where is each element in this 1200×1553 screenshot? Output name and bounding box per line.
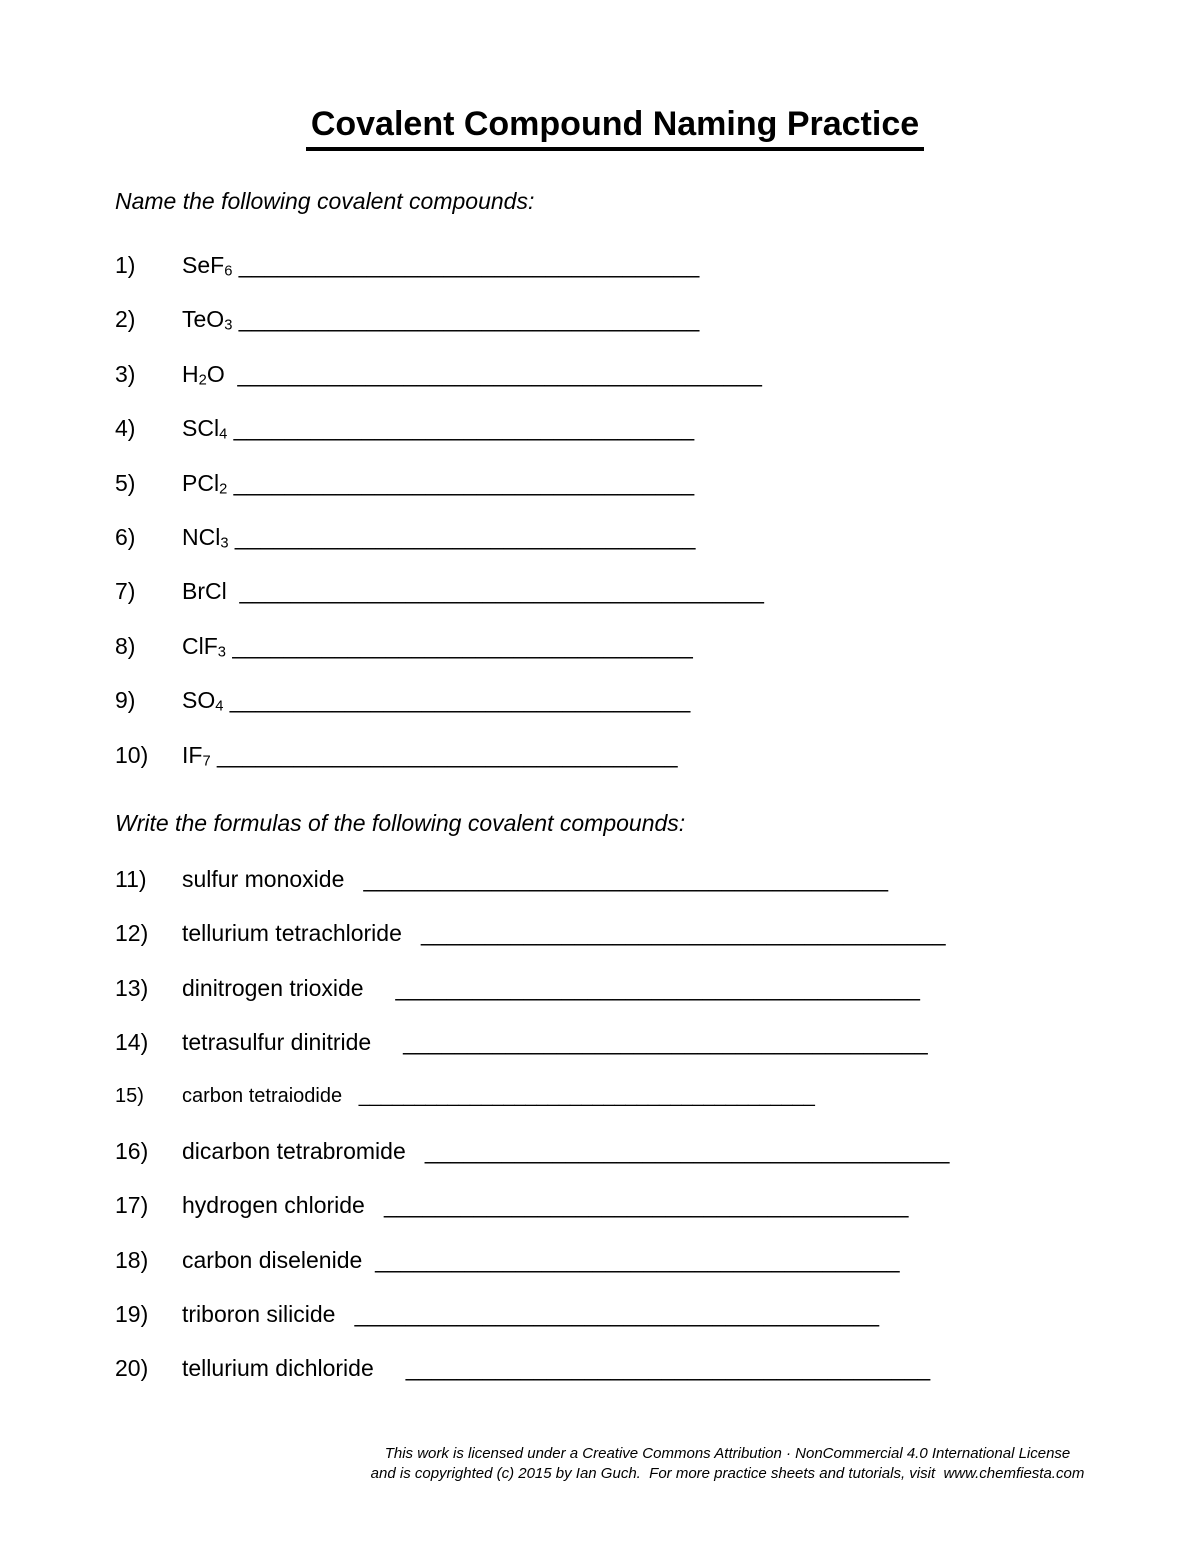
question-row <box>115 523 1115 577</box>
answer-blank: _________________________________________ <box>405 1137 950 1164</box>
compound-formula: IF7 <box>182 741 211 770</box>
footer-line-1: This work is licensed under a Creative Commons Attribution · NonCommercial 4.0 International License <box>384 1445 1071 1462</box>
formula-subscript: 4 <box>215 698 224 715</box>
question-number: 17) <box>115 1192 149 1219</box>
question-row <box>115 1354 1115 1408</box>
question-row <box>115 1137 1115 1191</box>
compound-name: tellurium tetrachloride <box>182 920 402 947</box>
question-number: 14) <box>115 1029 149 1056</box>
answer-blank: _________________________________________ <box>364 1192 909 1219</box>
compound-formula: H2O <box>182 360 225 389</box>
answer-blank: ____________________________________ <box>232 306 700 333</box>
answer-blank: _________________________________________ <box>342 1085 815 1108</box>
answer-blank: _________________________________________ <box>344 865 888 892</box>
question-row <box>115 1191 1115 1245</box>
compound-name: tetrasulfur dinitride <box>182 1029 372 1056</box>
question-row <box>115 360 1115 414</box>
compound-name: dinitrogen trioxide <box>182 974 364 1001</box>
compound-name: dicarbon tetrabromide <box>182 1137 406 1164</box>
compound-formula: PCl2 <box>182 469 228 498</box>
question-row <box>115 305 1115 359</box>
formula-subscript: 6 <box>224 263 233 280</box>
compound-name: carbon diselenide <box>182 1246 363 1273</box>
answer-blank: ____________________________________ <box>227 469 695 496</box>
compound-formula: BrCl <box>182 578 227 605</box>
question-number: 8) <box>115 632 136 659</box>
question-number: 9) <box>115 687 136 714</box>
license-footer <box>330 1444 1125 1483</box>
question-number: 10) <box>115 741 149 768</box>
question-number: 12) <box>115 920 149 947</box>
answer-blank: ____________________________________ <box>223 687 691 714</box>
compound-formula: ClF3 <box>182 632 226 661</box>
formula-subscript: 7 <box>202 753 211 770</box>
answer-blank: _________________________________________ <box>401 920 946 947</box>
answer-blank: ____________________________________ <box>228 523 696 550</box>
compound-formula: SO4 <box>182 687 224 715</box>
section1-instruction: Name the following covalent compounds: <box>115 188 535 214</box>
answer-blank: _________________________________________ <box>335 1301 880 1328</box>
question-number: 20) <box>115 1355 149 1382</box>
question-row <box>115 1246 1115 1300</box>
question-row <box>115 686 1115 740</box>
compound-formula: NCl3 <box>182 523 229 552</box>
question-row <box>115 251 1115 305</box>
question-number: 1) <box>115 252 136 278</box>
question-row <box>115 1028 1115 1082</box>
question-number: 15) <box>115 1085 144 1108</box>
compound-name: hydrogen chloride <box>182 1192 365 1219</box>
formula-subscript: 3 <box>220 535 229 552</box>
section2-instruction: Write the formulas of the following covalent compounds: <box>115 809 686 836</box>
question-number: 3) <box>115 360 136 387</box>
answer-blank: ____________________________________ <box>227 415 695 442</box>
formula-subscript: 3 <box>217 644 226 661</box>
naming-questions-list <box>115 251 1115 795</box>
question-number: 13) <box>115 974 149 1001</box>
question-row <box>115 1082 1115 1136</box>
question-number: 5) <box>115 469 136 496</box>
question-number: 7) <box>115 578 136 605</box>
question-row <box>115 974 1115 1028</box>
answer-blank: _________________________________________ <box>373 1355 931 1382</box>
question-number: 2) <box>115 306 136 333</box>
compound-name: sulfur monoxide <box>182 865 345 892</box>
question-number: 11) <box>115 865 147 892</box>
question-row <box>115 632 1115 686</box>
page-title-text: Covalent Compound Naming Practice <box>306 104 924 151</box>
compound-formula: TeO3 <box>182 306 233 335</box>
answer-blank: ____________________________________ <box>232 252 700 278</box>
answer-blank: ____________________________________ <box>210 741 678 768</box>
question-row <box>115 741 1115 795</box>
question-row <box>115 865 1115 919</box>
question-row <box>115 1300 1115 1354</box>
question-number: 19) <box>115 1301 149 1328</box>
formula-subscript: 2 <box>198 372 207 389</box>
question-row <box>115 919 1115 973</box>
question-number: 6) <box>115 523 136 550</box>
question-number: 18) <box>115 1246 149 1273</box>
compound-formula: SeF6 <box>182 252 233 280</box>
compound-formula: SCl4 <box>182 415 228 443</box>
compound-name: tellurium dichloride <box>182 1355 374 1382</box>
page-title <box>115 104 1115 151</box>
question-row <box>115 469 1115 523</box>
compound-name: triboron silicide <box>182 1301 336 1328</box>
question-row <box>115 577 1115 631</box>
question-number: 4) <box>115 415 136 442</box>
formula-subscript: 3 <box>224 318 233 335</box>
formula-subscript: 4 <box>219 426 228 443</box>
answer-blank: _________________________________________ <box>224 360 762 387</box>
question-row <box>115 414 1115 468</box>
question-number: 16) <box>115 1137 149 1164</box>
answer-blank: _________________________________________ <box>226 578 764 605</box>
formula-subscript: 2 <box>219 481 228 498</box>
answer-blank: _________________________________________ <box>371 1029 928 1056</box>
compound-name: carbon tetraiodide <box>182 1085 343 1108</box>
answer-blank: _________________________________________ <box>363 974 920 1001</box>
answer-blank: ____________________________________ <box>225 632 693 659</box>
footer-line-2: and is copyrighted (c) 2015 by Ian Guch. For more practice sheets and tutorials, visit www.chemfiesta.com <box>370 1464 1085 1482</box>
answer-blank: _________________________________________ <box>362 1246 900 1273</box>
formula-questions-list <box>115 865 1115 1409</box>
